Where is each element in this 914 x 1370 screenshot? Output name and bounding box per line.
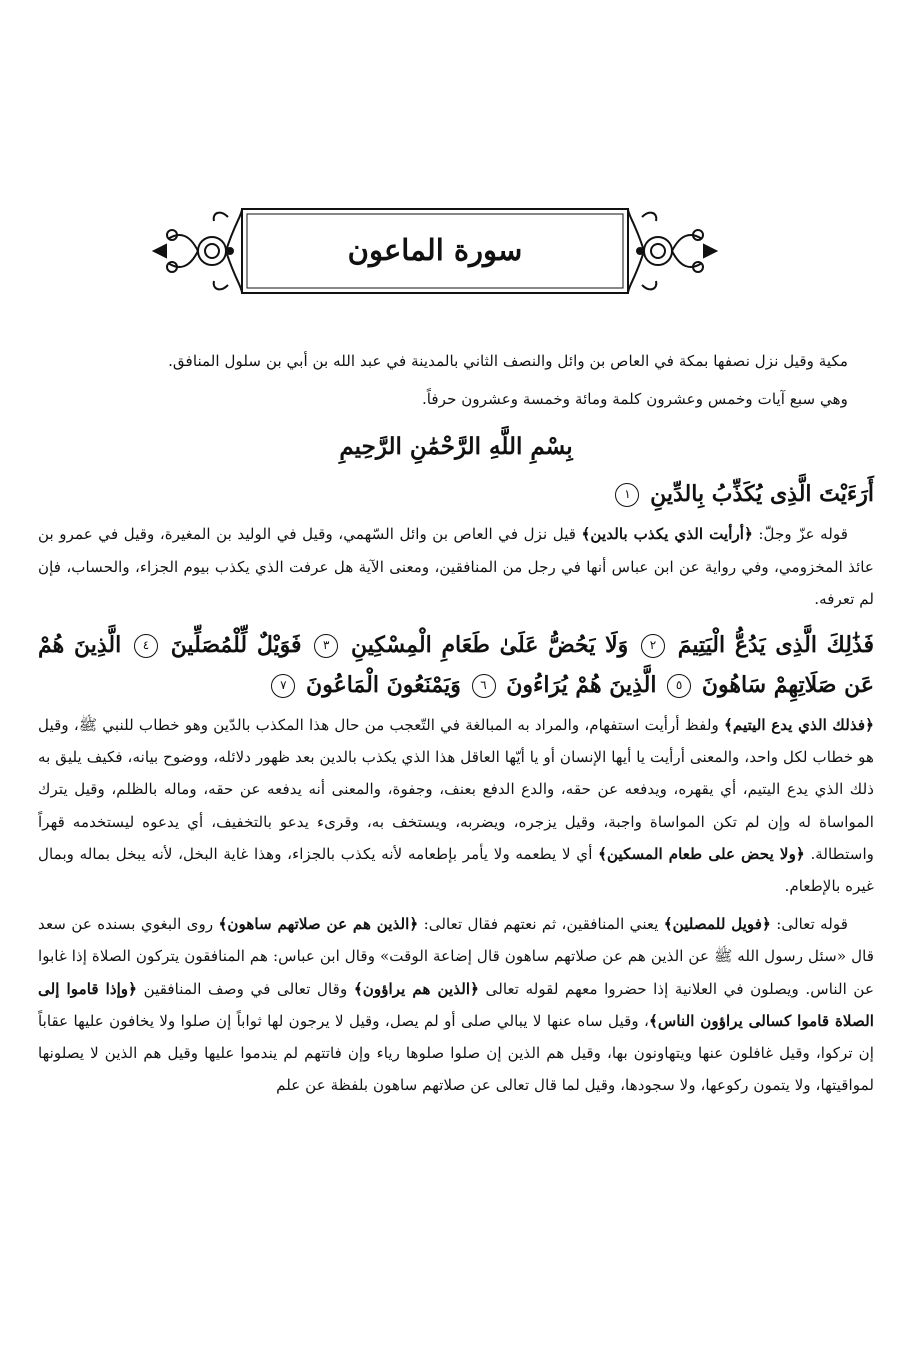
commentary-lead: قوله تعالى: xyxy=(770,915,848,934)
intro-count-paragraph: وهي سبع آيات وخمس وعشرون كلمة ومائة وخمسة وعشرون حرفاً. xyxy=(421,390,848,409)
verse-number-marker: ٢ xyxy=(641,634,665,658)
intro-paragraph: مكية وقيل نزل نصفها بمكة في العاص بن وائل والنصف الثاني بالمدينة في عبد الله بن أبي بن سلول المنافق. xyxy=(168,352,848,370)
quoted-verse: ﴿الذين هم عن صلاتهم ساهون﴾ xyxy=(218,915,419,934)
quoted-verse: ﴿فذلك الذي يدع اليتيم﴾ xyxy=(723,716,874,735)
quoted-verse: ﴿ولا يحض على طعام المسكين﴾ xyxy=(598,844,805,863)
commentary-text: يعني المنافقين، ثم نعتهم فقال تعالى: xyxy=(418,915,664,934)
verse-1 xyxy=(38,474,874,514)
verse-number-marker: ٣ xyxy=(314,634,338,658)
verse-number-marker: ١ xyxy=(615,483,639,507)
page-content xyxy=(38,345,874,1101)
basmala: بِسْمِ اللَّهِ الرَّحْمَٰنِ الرَّحِيمِ xyxy=(339,433,573,461)
quoted-verse: ﴿فويل للمصلين﴾ xyxy=(663,915,771,934)
verse-text: الَّذِينَ هُمْ يُرَاءُونَ xyxy=(506,672,657,699)
commentary-text: ولفظ أرأيت استفهام، والمراد به المبالغة في التّعجب من حال هذا المكذب بالدّين وهو خطاب للنبي ﷺ، وقيل هو خطاب لكل واحد، والمعنى أرأيت يا أيها الإنسان أو يا أيّها العاقل هذا الذي يكذب بالدين بعد ظهور دلائله، ووضوح بيانه، فكيف يليق به ذلك الذي يدع اليتيم، أي يقهره، ويدفعه عن حقه، والدع الدفع بعنف، وجفوة، والمعنى أنه يدفعه عن حقه، وماله بالظلم، وقيل يترك المواساة له وإن لم تكن المواساة واجبة، وقيل يزجره، ويضربه، ويستخف به، وقرىء يدعو بالتخفيف، أي يدعوه ليستخدمه قهراً واستطالة. xyxy=(38,716,875,863)
verse-number-marker: ٦ xyxy=(472,674,496,698)
surah-title: سورة الماعون xyxy=(347,233,523,267)
quoted-verse: ﴿الذين هم يراؤون﴾ xyxy=(353,979,480,998)
commentary-text: روى البغوي بسنده عن سعد قال «سئل رسول الله ﷺ عن الذين هم عن صلاتهم ساهون قال إضاعة الوقت» وقال ابن عباس: هم المنافقون يتركون الصلاة إذا غابوا عن الناس. ويصلون في العلانية إذا حضروا معهم لقوله تعالى xyxy=(38,915,875,998)
verse-text: فَذَٰلِكَ الَّذِى يَدُعُّ الْيَتِيمَ xyxy=(677,632,874,659)
verse-text: الَّذِينَ هُمْ عَن صَلَاتِهِمْ سَاهُونَ xyxy=(38,632,874,699)
verse-number-marker: ٧ xyxy=(271,674,295,698)
surah-title-frame xyxy=(150,195,720,305)
verse-text: وَيَمْنَعُونَ الْمَاعُونَ xyxy=(306,672,461,699)
verse-number-marker: ٥ xyxy=(667,674,691,698)
commentary-text: أي لا يطعمه ولا يأمر بإطعامه لأنه يكذب بالجزاء، وهذا غاية البخل، لأنه يبخل بماله وبمال غيره بالإطعام. xyxy=(38,844,874,896)
verse-text: أَرَءَيْتَ الَّذِى يُكَذِّبُ بِالدِّينِ xyxy=(650,481,874,508)
commentary-verses-2-3 xyxy=(38,709,874,902)
quoted-verse: ﴿أرأيت الذي يكذب بالدين﴾ xyxy=(581,525,753,544)
commentary-text: ، وقيل ساه عنها لا يبالي صلى أو لم يصل، وقيل لا يرجون لها ثواباً إن صلوا ولا يخافون عليها عقاباً إن تركوا، وقيل غافلون عنها ويتهاونون بها، وقيل هم الذين إن صلوا صلوها رياء وإن فاتتهم لم يندموا عليها وقيل هم الذين لا يصلونها لمواقيتها، ولا يتمون ركوعها، ولا سجودها، وقيل لما قال تعالى عن صلاتهم ساهون بلفظة عن علم xyxy=(38,1011,874,1095)
verse-text: وَلَا يَحُضُّ عَلَىٰ طَعَامِ الْمِسْكِينِ xyxy=(351,632,629,659)
commentary-text: وقال تعالى في وصف المنافقين xyxy=(137,979,354,998)
commentary-lead: قوله عزّ وجلّ: xyxy=(752,525,849,544)
verses-2-7 xyxy=(38,625,874,705)
verse-number-marker: ٤ xyxy=(134,634,158,658)
verse-text: فَوَيْلٌ لِّلْمُصَلِّينَ xyxy=(170,632,302,659)
quoted-verse: ﴿وإذا قاموا إلى الصلاة قاموا كسالى يراؤون الناس﴾ xyxy=(38,979,874,1030)
commentary-text: قيل نزل في العاص بن وائل السّهمي، وقيل في الوليد بن المغيرة، وقيل في عمرو بن عائذ المخزومي، وفي رواية عن ابن عباس أنها في رجل من المنافقين، ومعنى الآية هل عرفت الذي يكذب بيوم الجزاء، والحساب، فإن لم تعرفه. xyxy=(38,525,874,608)
commentary-verses-4-7 xyxy=(38,908,874,1101)
commentary-verse-1 xyxy=(38,518,874,615)
